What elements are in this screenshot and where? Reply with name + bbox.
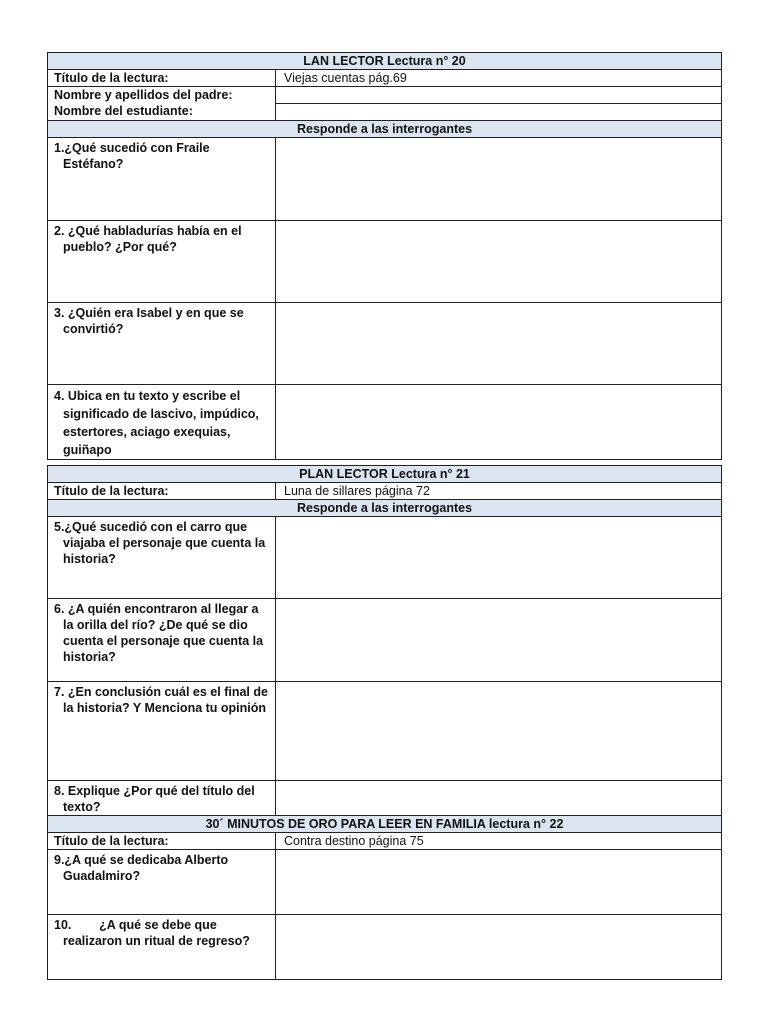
instructions-label: Responde a las interrogantes — [48, 500, 722, 517]
reading-20-table — [47, 52, 722, 460]
parent-name-label: Nombre y apellidos del padre: — [54, 88, 233, 102]
answer-1-field[interactable] — [276, 138, 722, 221]
question-2: 2. ¿Qué habladurías había en el pueblo? ¿Por qué? — [48, 221, 276, 303]
answer-5-field[interactable] — [276, 517, 722, 599]
title-value[interactable]: Luna de sillares página 72 — [276, 483, 722, 500]
answer-9-field[interactable] — [276, 850, 722, 915]
instructions-label: Responde a las interrogantes — [48, 121, 722, 138]
answer-10-field[interactable] — [276, 915, 722, 980]
question-5: 5.¿Qué sucedió con el carro que viajaba el personaje que cuenta la historia? — [48, 517, 276, 599]
answer-7-field[interactable] — [276, 682, 722, 781]
answer-3-field[interactable] — [276, 303, 722, 385]
reading-21-table — [47, 465, 722, 980]
title-value-22[interactable]: Contra destino página 75 — [276, 833, 722, 850]
title-value[interactable]: Viejas cuentas pág.69 — [276, 70, 722, 87]
answer-8-field[interactable] — [276, 781, 722, 816]
question-7: 7. ¿En conclusión cuál es el final de la historia? Y Menciona tu opinión — [48, 682, 276, 781]
parent-name-field[interactable] — [276, 87, 722, 104]
answer-2-field[interactable] — [276, 221, 722, 303]
answer-4-field[interactable] — [276, 385, 722, 460]
question-6: 6. ¿A quién encontraron al llegar a la orilla del río? ¿De qué se dio cuenta el personaje que cuenta la historia? — [48, 599, 276, 682]
title-label: Título de la lectura: — [48, 70, 276, 87]
section-header: PLAN LECTOR Lectura n° 21 — [48, 466, 722, 483]
student-name-field[interactable] — [276, 104, 722, 121]
title-label: Título de la lectura: — [48, 483, 276, 500]
section-header-22: 30´ MINUTOS DE ORO PARA LEER EN FAMILIA lectura n° 22 — [48, 816, 722, 833]
answer-6-field[interactable] — [276, 599, 722, 682]
student-name-label: Nombre del estudiante: — [54, 104, 193, 118]
title-label-22: Título de la lectura: — [48, 833, 276, 850]
question-3: 3. ¿Quién era Isabel y en que se convirtió? — [48, 303, 276, 385]
question-4: 4. Ubica en tu texto y escribe el significado de lascivo, impúdico, estertores, aciago exequias, guiñapo — [48, 385, 276, 460]
question-8: 8. Explique ¿Por qué del título del texto? — [48, 781, 276, 816]
section-header: LAN LECTOR Lectura n° 20 — [48, 53, 722, 70]
question-10: 10. ¿A qué se debe que realizaron un ritual de regreso? — [48, 915, 276, 980]
names-label — [48, 87, 276, 121]
question-1: 1.¿Qué sucedió con Fraile Estéfano? — [48, 138, 276, 221]
question-9: 9.¿A qué se dedicaba Alberto Guadalmiro? — [48, 850, 276, 915]
